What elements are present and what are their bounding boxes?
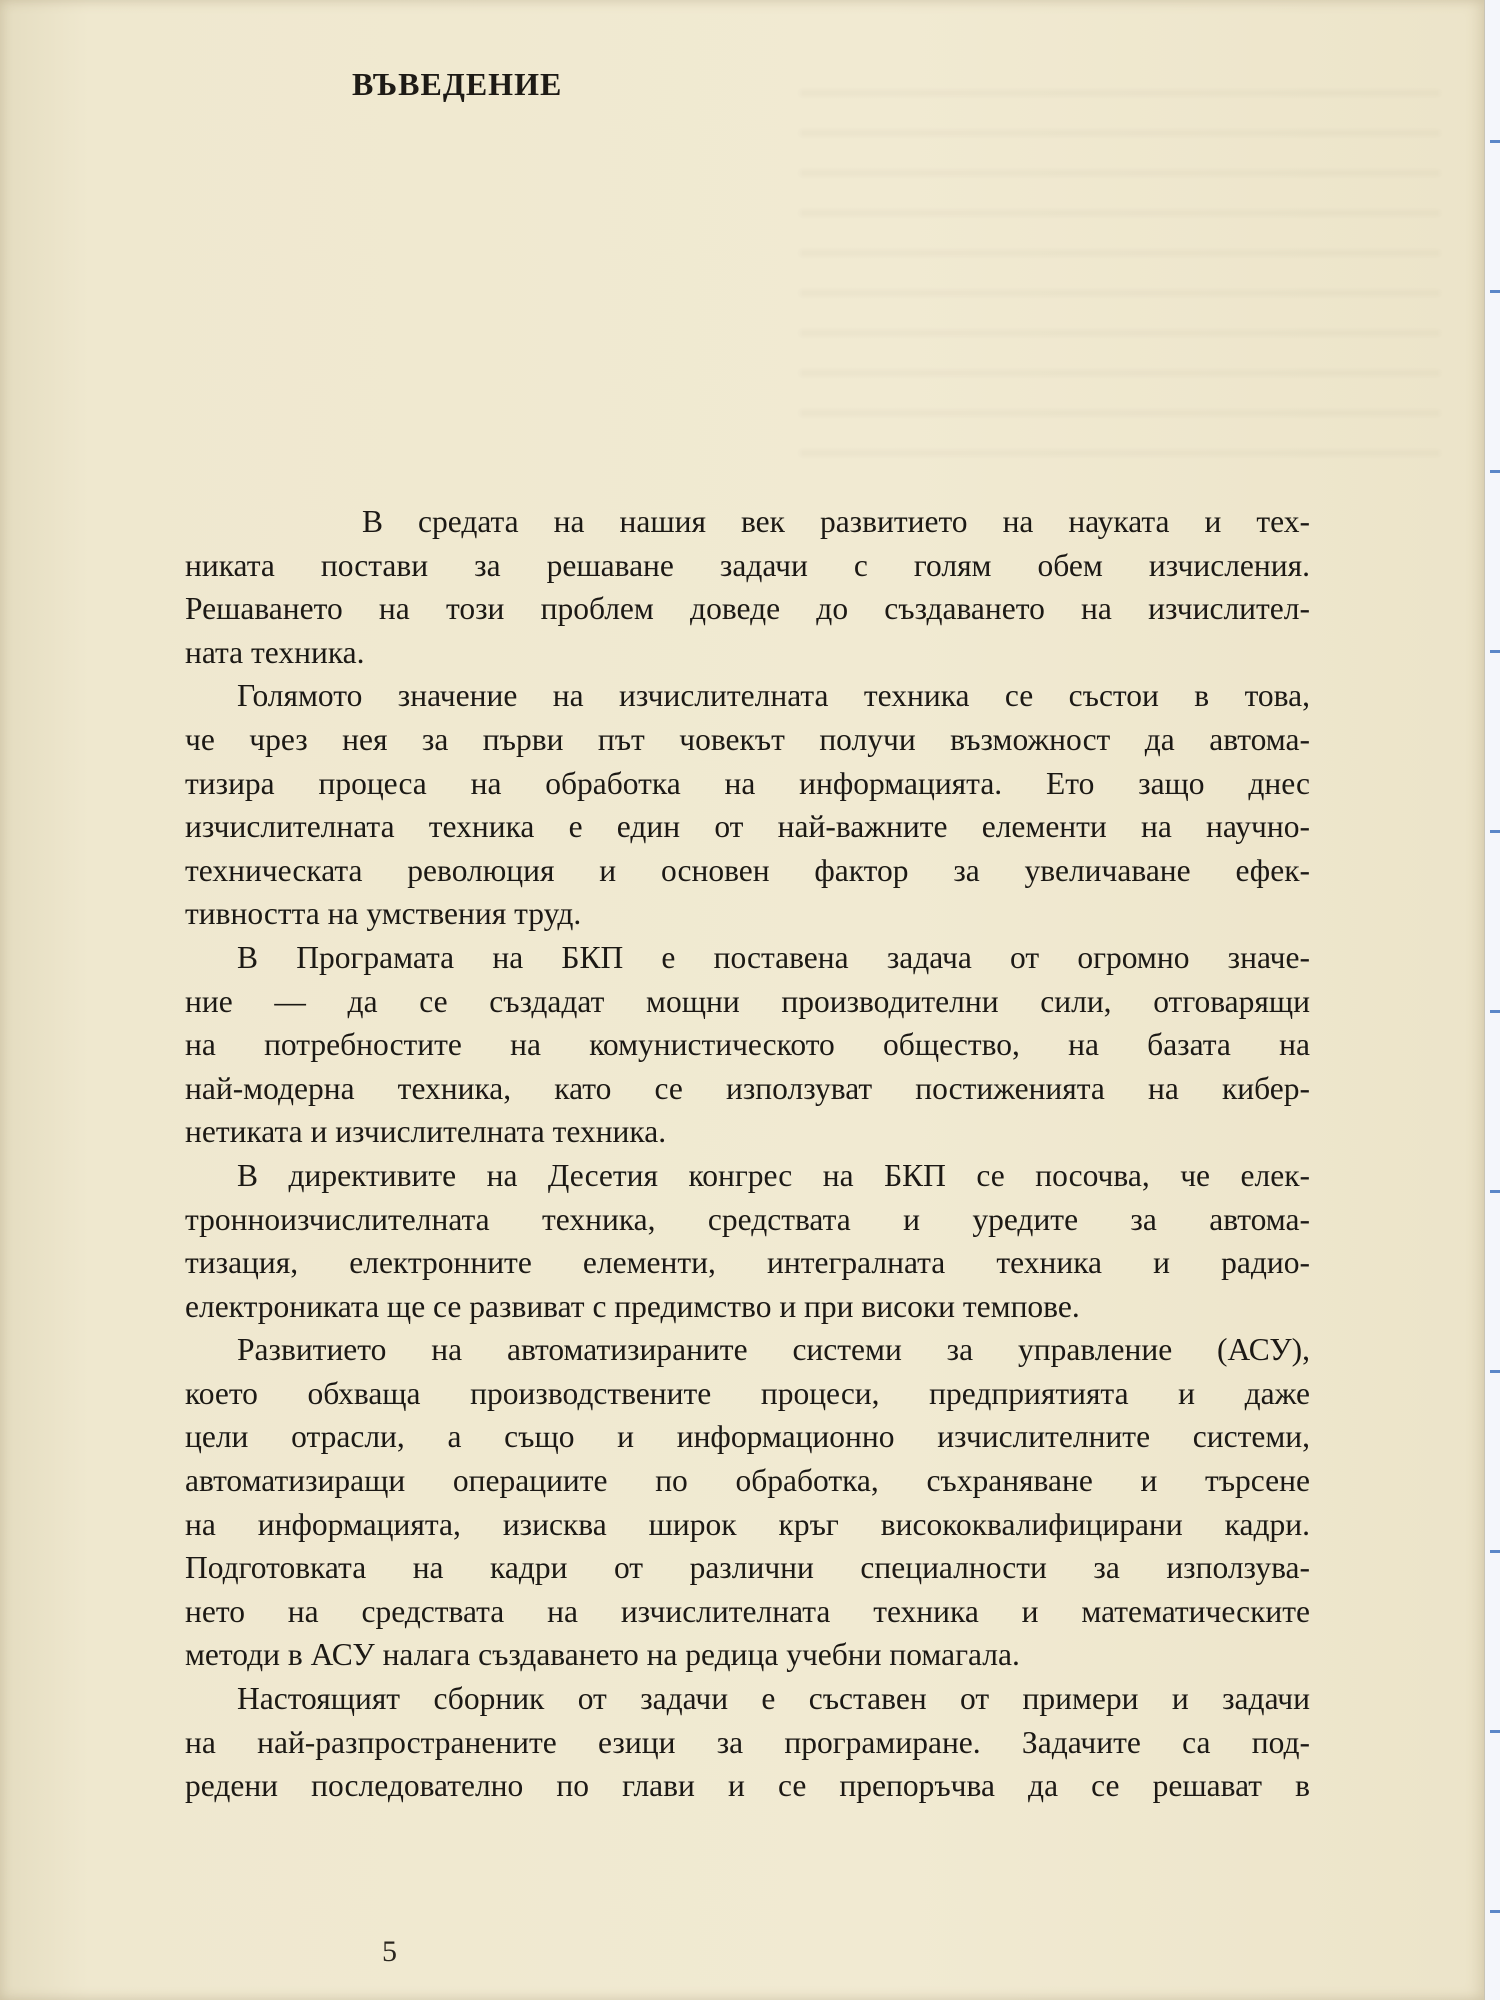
notebook-rule-mark	[1490, 140, 1500, 143]
text-line: електрониката ще се развиват с предимство и при високи темпове.	[185, 1288, 1080, 1324]
text-line: ние — да се създадат мощни производителни сили, отговарящи	[185, 983, 1310, 1019]
paragraph-5	[185, 1328, 1310, 1677]
text-line: на потребностите на комунистическото общество, на базата на	[185, 1027, 1310, 1063]
body-text	[185, 500, 1310, 1808]
notebook-rule-mark	[1490, 1190, 1500, 1193]
show-through-text	[800, 90, 1440, 490]
text-line: В Програмата на БКП е поставена задача от огромно значе-	[237, 939, 1310, 975]
text-line: В директивите на Десетия конгрес на БКП се посочва, че елек-	[237, 1157, 1310, 1193]
paragraph-2	[185, 674, 1310, 936]
text-line: В средата на нашия век развитието на науката и тех-	[362, 504, 1310, 539]
paragraph-1	[185, 500, 1310, 674]
paragraph-4	[185, 1154, 1310, 1328]
text-line: Решаването на този проблем доведе до създаването на изчислител-	[185, 591, 1310, 627]
text-line: тивността на умствения труд.	[185, 896, 582, 932]
notebook-rule-mark	[1490, 1730, 1500, 1733]
notebook-rule-mark	[1490, 830, 1500, 833]
page-number: 5	[382, 1935, 397, 1968]
paragraph-6	[185, 1677, 1310, 1808]
text-line: изчислителната техника е един от най-важните елементи на научно-	[185, 809, 1310, 845]
text-line: което обхваща производствените процеси, предприятията и даже	[185, 1375, 1310, 1411]
text-line: цели отрасли, а също и информационно изчислителните системи,	[185, 1419, 1310, 1455]
text-line: Подготовката на кадри от различни специалности за използува-	[185, 1550, 1310, 1586]
text-line: че чрез нея за първи път човекът получи възможност да автома-	[185, 721, 1310, 757]
text-line: тронноизчислителната техника, средствата и уредите за автома-	[185, 1201, 1310, 1237]
notebook-rule-mark	[1490, 290, 1500, 293]
text-line: тизация, електронните елементи, интегралната техника и радио-	[185, 1245, 1310, 1281]
text-line: ната техника.	[185, 634, 365, 670]
text-line: нето на средствата на изчислителната техника и математическите	[185, 1593, 1310, 1629]
text-line: най-модерна техника, като се използуват постиженията на кибер-	[185, 1070, 1310, 1106]
notebook-rule-mark	[1490, 1550, 1500, 1553]
notebook-rule-mark	[1490, 1370, 1500, 1373]
text-line: методи в АСУ налага създаването на редица учебни помагала.	[185, 1637, 1020, 1673]
text-line: Голямото значение на изчислителната техника се състои в това,	[237, 678, 1310, 714]
text-line: техническата революция и основен фактор за увеличаване ефек-	[185, 852, 1310, 888]
text-line: автоматизиращи операциите по обработка, съхраняване и търсене	[185, 1463, 1310, 1499]
text-line: на информацията, изисква широк кръг висококвалифицирани кадри.	[185, 1506, 1310, 1542]
text-line: Настоящият сборник от задачи е съставен от примери и задачи	[237, 1681, 1310, 1717]
text-line: на най-разпространените езици за програмиране. Задачите са под-	[185, 1724, 1310, 1760]
text-line: нетиката и изчислителната техника.	[185, 1114, 667, 1150]
text-line: никата постави за решаване задачи с голям обем изчисления.	[185, 547, 1310, 583]
adjacent-notebook-edge	[1484, 0, 1500, 2000]
paragraph-3	[185, 936, 1310, 1154]
text-line: тизира процеса на обработка на информацията. Ето защо днес	[185, 765, 1310, 801]
notebook-rule-mark	[1490, 1910, 1500, 1913]
notebook-rule-mark	[1490, 470, 1500, 473]
chapter-heading: ВЪВЕДЕНИЕ	[352, 66, 563, 102]
text-line: Развитието на автоматизираните системи за управление (АСУ),	[237, 1332, 1310, 1368]
notebook-rule-mark	[1490, 650, 1500, 653]
notebook-rule-mark	[1490, 1010, 1500, 1013]
text-line: редени последователно по глави и се препоръчва да се решават в	[185, 1768, 1310, 1804]
